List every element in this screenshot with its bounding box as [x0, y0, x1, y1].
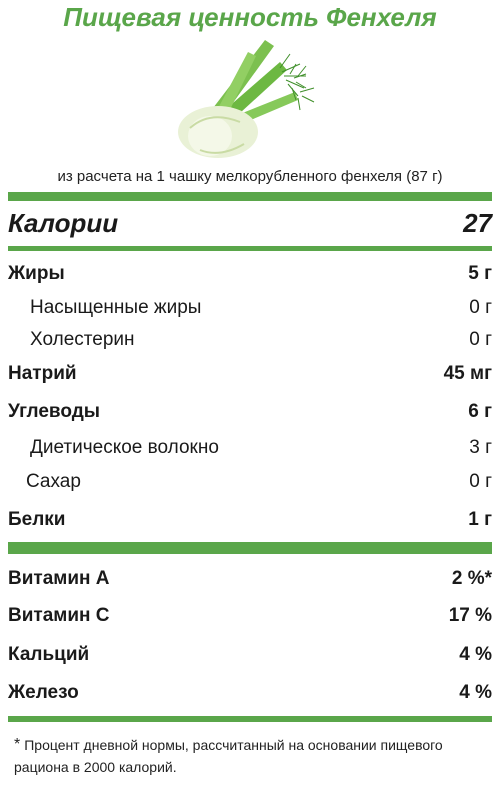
vitamin-label: Витамин С — [8, 605, 110, 626]
serving-size: из расчета на 1 чашку мелкорубленного фенхеля (87 г) — [57, 168, 443, 185]
nutrient-value: 3 г — [469, 437, 492, 458]
nutrient-row — [8, 258, 492, 290]
footnote-text: Процент дневной нормы, рассчитанный на основании пищевого рациона в 2000 калорий. — [14, 737, 443, 775]
fennel-bulb-illustration — [170, 32, 320, 162]
nutrient-label: Насыщенные жиры — [30, 297, 202, 318]
vitamin-label: Железо — [8, 682, 79, 703]
nutrient-value: 0 г — [469, 297, 492, 318]
calories-row — [8, 204, 492, 242]
nutrient-label: Углеводы — [8, 401, 100, 422]
vitamin-value: 4 % — [459, 644, 492, 665]
vitamin-value: 17 % — [448, 605, 492, 626]
divider-calories — [8, 246, 492, 251]
nutrient-row — [8, 432, 492, 464]
page-title: Пищевая ценность Фенхеля — [63, 2, 437, 32]
nutrient-row — [8, 396, 492, 428]
nutrient-value: 45 мг — [443, 363, 492, 384]
vitamin-row — [8, 563, 492, 595]
footnote-star: * — [14, 736, 21, 753]
nutrient-label: Натрий — [8, 363, 77, 384]
vitamin-value: 2 %* — [451, 568, 492, 589]
nutrient-label: Белки — [8, 509, 66, 530]
nutrient-value: 0 г — [469, 471, 492, 492]
nutrient-label: Жиры — [8, 263, 65, 284]
vitamin-row — [8, 639, 492, 671]
calories-value: 27 — [463, 207, 492, 238]
nutrient-row — [8, 466, 492, 498]
vitamin-label: Кальций — [8, 644, 90, 665]
nutrient-value: 6 г — [468, 401, 492, 422]
vitamin-value: 4 % — [459, 682, 492, 703]
nutrient-value: 1 г — [468, 509, 492, 530]
divider-vitamins — [8, 542, 492, 554]
calories-label: Калории — [8, 207, 119, 238]
nutrient-value: 5 г — [468, 263, 492, 284]
vitamin-row — [8, 600, 492, 632]
nutrient-value: 0 г — [469, 329, 492, 350]
nutrient-row — [8, 504, 492, 536]
divider-bottom — [8, 716, 492, 722]
vitamin-label: Витамин А — [8, 568, 110, 589]
nutrient-row — [8, 324, 492, 356]
divider-top — [8, 192, 492, 201]
nutrient-label: Холестерин — [30, 329, 135, 350]
footnote — [14, 734, 490, 778]
nutrient-label: Диетическое волокно — [30, 437, 219, 458]
nutrient-row — [8, 292, 492, 324]
nutrient-label: Сахар — [26, 471, 81, 492]
nutrient-row — [8, 358, 492, 390]
vitamin-row — [8, 677, 492, 709]
